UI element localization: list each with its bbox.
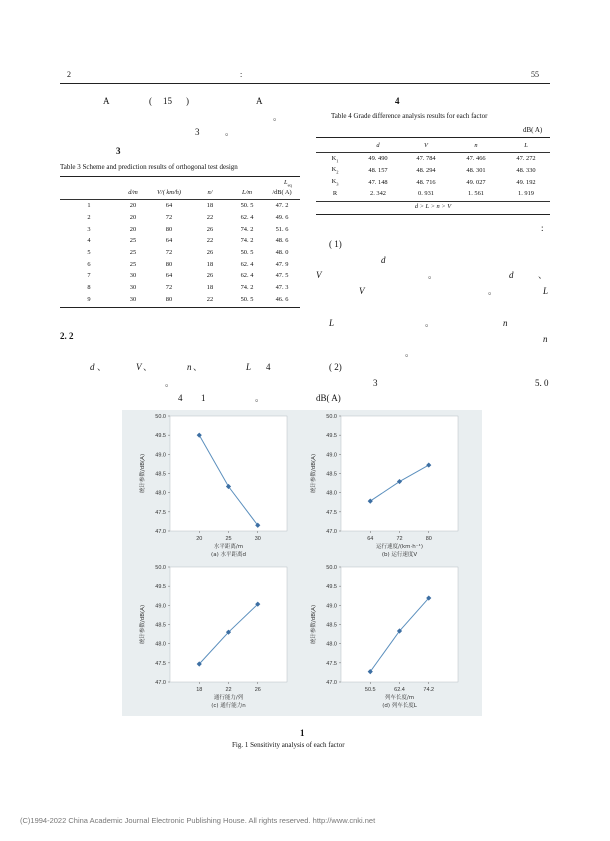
table3-cell: 50. 5 — [240, 295, 254, 303]
subfigure-caption: (c) 通行能力n — [211, 703, 246, 709]
table3-row — [60, 200, 300, 212]
y-tick-label: 49.0 — [155, 452, 166, 459]
table3-cell: 50. 5 — [240, 202, 254, 210]
y-tick-label: 48.5 — [326, 471, 337, 478]
table4-row — [316, 188, 550, 200]
y-tick-label: 48.0 — [326, 641, 337, 648]
plot-area — [341, 567, 458, 682]
plot-area — [170, 416, 287, 531]
rt-p2-num: 3 — [373, 378, 378, 388]
s22-l: L — [246, 362, 252, 372]
x-tick-label: 64 — [367, 536, 374, 542]
subfigure-caption: (b) 运行速度V — [381, 552, 418, 558]
table4-bottom-rule — [316, 214, 550, 215]
table4-cell: R — [332, 190, 338, 198]
chart-c — [132, 563, 300, 713]
table3-row — [60, 270, 300, 282]
table3-caption: Table 3 Scheme and prediction results of orthogonal test design — [60, 163, 238, 171]
table3-header-cell: n/ — [207, 189, 213, 197]
y-tick-label: 49.5 — [155, 584, 166, 591]
table3-cell: 8 — [87, 284, 91, 292]
table3-cell: 62. 4 — [240, 260, 254, 268]
y-tick-label: 49.0 — [155, 603, 166, 610]
table3-cell: 47. 2 — [275, 202, 289, 210]
table4-cell: 48. 330 — [516, 167, 536, 175]
s22-line3-num2: 1 — [201, 393, 206, 403]
table4-cell: 48. 157 — [368, 167, 388, 175]
rt-p2-unit: dB( A) — [316, 393, 341, 403]
table3-row — [60, 294, 300, 306]
rt-p1-end3: 。 — [425, 318, 435, 328]
y-axis-label: 统计参数/dB(A) — [140, 453, 146, 494]
table4-caption: Table 4 Grade difference analysis results for each factor — [331, 112, 488, 120]
section-2-2-heading: 2. 2 — [60, 331, 74, 341]
chart-svg — [303, 412, 471, 562]
table3-cell: 4 — [87, 237, 91, 245]
table3-cell: 80 — [165, 225, 173, 233]
rt-p1-end2: 。 — [488, 286, 498, 296]
rt-colon: : — [541, 223, 544, 233]
table3-cell: 7 — [87, 272, 91, 280]
left-line1-c: 15 — [163, 96, 172, 106]
table3-cell: 47. 3 — [275, 284, 289, 292]
y-tick-label: 47.0 — [326, 680, 337, 686]
subfigure-caption: (d) 列车长度L — [382, 703, 417, 709]
x-tick-label: 30 — [254, 536, 261, 542]
table4-order: d > L > n > V — [414, 203, 452, 210]
x-tick-label: 50.5 — [364, 687, 376, 693]
table4-cell: 2. 342 — [370, 190, 386, 198]
table4-cell: 0. 931 — [418, 190, 434, 198]
header-rule — [60, 83, 550, 84]
table3 — [60, 187, 300, 199]
table3-cell: 25 — [129, 249, 137, 257]
x-axis-label: 水平距离/m — [213, 544, 244, 550]
table3-cell: 72 — [165, 214, 173, 222]
table3-cell: 64 — [165, 202, 173, 210]
table3-cell: 49. 6 — [275, 214, 289, 222]
y-axis-label: 统计参数/dB(A) — [311, 453, 317, 494]
s22-line3-num1: 4 — [178, 393, 183, 403]
table3-cell: 47. 5 — [275, 272, 289, 280]
y-tick-label: 49.5 — [326, 433, 337, 440]
rt-p2-label: ( 2) — [329, 362, 342, 372]
left-line1-b: ( — [149, 96, 152, 106]
y-tick-label: 48.0 — [326, 490, 337, 497]
table3-cell: 22 — [206, 214, 214, 222]
table4-cell: $K_2$ — [331, 166, 339, 175]
table4-header-cell: L — [524, 142, 528, 150]
left-line2-end: 。 — [273, 112, 283, 122]
table3-cell: 48. 0 — [275, 249, 289, 257]
table4-cell: $K_1$ — [331, 154, 339, 163]
rt-p1-l2: L — [329, 318, 335, 328]
s22-sep1: 、 — [97, 362, 107, 372]
rt-p1-n2: n — [543, 334, 548, 344]
s22-sep3: 、 — [193, 362, 203, 372]
table4-cell: 48. 301 — [466, 167, 486, 175]
chart-a — [132, 412, 300, 562]
table4-header — [316, 140, 550, 152]
left-line3-num: 3 — [195, 127, 200, 137]
figure-1-caption: Fig. 1 Sensitivity analysis of each factor — [232, 741, 345, 749]
table4-cell: 48. 294 — [416, 167, 436, 175]
rt-p1-v1: V — [316, 270, 322, 280]
table3-cell: 3 — [87, 225, 91, 233]
table3-cell: 26 — [206, 272, 214, 280]
table3-header-cell: d/m — [128, 189, 138, 197]
table4-unit: dB( A) — [523, 126, 543, 134]
table3-cell: 5 — [87, 249, 91, 257]
table3-cell: 25 — [129, 260, 137, 268]
table4-header-cell: d — [376, 142, 380, 150]
s22-sep2: 、 — [143, 362, 153, 372]
table3-cell: 20 — [129, 202, 137, 210]
s22-line3-end: 。 — [255, 393, 265, 403]
rt-p1-d2: d — [509, 270, 514, 280]
table3-cell: 26 — [206, 249, 214, 257]
s22-num: 4 — [266, 362, 271, 372]
s22-line2-end: 。 — [165, 378, 175, 388]
table3-cell: 64 — [165, 237, 173, 245]
chart-b — [303, 412, 471, 562]
y-tick-label: 48.0 — [155, 641, 166, 648]
table4-cell: 48. 716 — [416, 178, 436, 186]
table3-top-rule — [60, 176, 300, 177]
chart-d — [303, 563, 471, 713]
s22-n: n — [187, 362, 192, 372]
table3-cell: 62. 4 — [240, 214, 254, 222]
table3-cell: 80 — [165, 260, 173, 268]
table3-cell: 6 — [87, 260, 91, 268]
left-line1-e: A — [256, 96, 263, 106]
page-number-right: 55 — [531, 70, 539, 79]
rt-p1-sep: 、 — [538, 270, 548, 280]
y-tick-label: 50.0 — [326, 565, 337, 571]
table3-header-cell: /dB( A) — [272, 189, 292, 197]
table3-body — [60, 200, 300, 305]
s22-d: d — [90, 362, 95, 372]
x-tick-label: 62.4 — [394, 687, 405, 693]
table4-header-cell — [316, 140, 354, 152]
chart-svg — [132, 412, 300, 562]
table3-cell: 74. 2 — [240, 284, 254, 292]
table3-cell: 72 — [165, 284, 173, 292]
table3-cell: 25 — [129, 237, 137, 245]
table3-cell: 74. 2 — [240, 237, 254, 245]
chart-svg — [132, 563, 300, 713]
table3-cell: 62. 4 — [240, 272, 254, 280]
left-line1-a: A — [103, 96, 110, 106]
table3-cell: 20 — [129, 225, 137, 233]
table3-cell: 46. 6 — [275, 295, 289, 303]
table3-cell: 22 — [206, 237, 214, 245]
x-axis-label: 列车长度/m — [384, 695, 415, 701]
left-line3-end: 。 — [225, 127, 235, 137]
y-tick-label: 49.5 — [326, 584, 337, 591]
chart-svg — [303, 563, 471, 713]
table3-cell: 74. 2 — [240, 225, 254, 233]
x-tick-label: 26 — [254, 687, 261, 693]
table4-cell: 47. 784 — [416, 155, 436, 163]
table3-cell: 80 — [165, 295, 173, 303]
table4-cell: 49. 192 — [516, 178, 536, 186]
s22-v: V — [136, 362, 142, 372]
x-tick-label: 18 — [196, 687, 203, 693]
subfigure-caption: (a) 水平距离d — [211, 552, 246, 558]
table4-cell: $K_3$ — [331, 178, 339, 187]
table3-cell: 22 — [206, 295, 214, 303]
table4-cell: 1. 561 — [468, 190, 484, 198]
table4-header-row — [316, 140, 550, 152]
y-tick-label: 47.5 — [326, 509, 337, 516]
table3-row — [60, 212, 300, 224]
table3-cell: 18 — [206, 260, 214, 268]
y-tick-label: 47.5 — [326, 660, 337, 667]
table3-leq-label: $L_{eq}$ — [284, 179, 292, 188]
table3-number: 3 — [116, 146, 121, 156]
y-tick-label: 47.0 — [326, 529, 337, 535]
rt-p1-v2: V — [359, 286, 365, 296]
y-tick-label: 48.5 — [155, 622, 166, 629]
y-tick-label: 48.0 — [155, 490, 166, 497]
rt-p1-end4: 。 — [405, 348, 415, 358]
table3-cell: 30 — [129, 272, 137, 280]
y-tick-label: 50.0 — [155, 414, 166, 420]
table3-cell: 18 — [206, 202, 214, 210]
x-tick-label: 22 — [225, 687, 232, 693]
y-axis-label: 统计参数/dB(A) — [311, 604, 317, 645]
table3-header-cell: L/m — [242, 189, 252, 197]
table4-cell: 49. 490 — [368, 155, 388, 163]
table3-row — [60, 223, 300, 235]
table3-row — [60, 247, 300, 259]
table3-cell: 51. 6 — [275, 225, 289, 233]
y-tick-label: 49.5 — [155, 433, 166, 440]
table3-cell: 2 — [87, 214, 91, 222]
copyright-footer: (C)1994-2022 China Academic Journal Electronic Publishing House. All rights reserved. http://www.cnki.net — [20, 816, 376, 825]
rt-p1-d: d — [381, 255, 386, 265]
x-tick-label: 20 — [196, 536, 203, 542]
rt-p1-label: ( 1) — [329, 239, 342, 249]
y-tick-label: 47.0 — [155, 529, 166, 535]
y-tick-label: 47.0 — [155, 680, 166, 686]
table3-cell: 48. 6 — [275, 237, 289, 245]
table3-cell: 26 — [206, 225, 214, 233]
table3-bottom-rule — [60, 307, 300, 308]
table3-header-row — [60, 187, 300, 199]
table3-cell: 30 — [129, 284, 137, 292]
plot-area — [341, 416, 458, 531]
table4-row — [316, 165, 550, 177]
table3-row — [60, 282, 300, 294]
x-tick-label: 80 — [425, 536, 432, 542]
y-tick-label: 49.0 — [326, 603, 337, 610]
table4-cell: 1. 919 — [518, 190, 534, 198]
plot-area — [170, 567, 287, 682]
table4-row — [316, 176, 550, 188]
x-tick-label: 25 — [225, 536, 232, 542]
table3-cell: 47. 9 — [275, 260, 289, 268]
table4-order-rule — [316, 201, 550, 202]
table4-cell: 47. 466 — [466, 155, 486, 163]
header-colon: : — [240, 70, 243, 79]
y-tick-label: 50.0 — [155, 565, 166, 571]
table3-cell: 1 — [87, 202, 91, 210]
x-tick-label: 72 — [396, 536, 403, 542]
table3-row — [60, 235, 300, 247]
table4-row — [316, 153, 550, 165]
table3-header-cell: V/( km/h) — [157, 189, 181, 197]
rt-p1-end1: 。 — [428, 270, 438, 280]
y-tick-label: 50.0 — [326, 414, 337, 420]
rt-p1-n1: n — [503, 318, 508, 328]
rt-p1-l1: L — [543, 286, 549, 296]
table4-cell: 47. 148 — [368, 178, 388, 186]
x-axis-label: 通行能力/列 — [213, 695, 244, 701]
y-tick-label: 48.5 — [155, 471, 166, 478]
table3-cell: 18 — [206, 284, 214, 292]
table3-cell: 20 — [129, 214, 137, 222]
x-axis-label: 运行速度/(km·h⁻¹) — [375, 544, 424, 550]
table3-cell: 9 — [87, 295, 91, 303]
table4-body — [316, 153, 550, 200]
y-tick-label: 49.0 — [326, 452, 337, 459]
page-number-left: 2 — [67, 70, 71, 79]
table4-top-rule — [316, 137, 550, 138]
table3-header-cell — [60, 187, 118, 199]
table4-header-cell: V — [424, 142, 428, 150]
table3-cell: 30 — [129, 295, 137, 303]
y-axis-label: 统计参数/dB(A) — [140, 604, 146, 645]
rt-p2-val: 5. 0 — [535, 378, 549, 388]
table4-cell: 49. 027 — [466, 178, 486, 186]
table3-cell: 72 — [165, 249, 173, 257]
y-tick-label: 47.5 — [155, 660, 166, 667]
figure-1-number: 1 — [300, 728, 305, 738]
table4-cell: 47. 272 — [516, 155, 536, 163]
table3-cell: 64 — [165, 272, 173, 280]
y-tick-label: 48.5 — [326, 622, 337, 629]
table4-number: 4 — [395, 96, 400, 106]
table3-cell: 50. 5 — [240, 249, 254, 257]
y-tick-label: 47.5 — [155, 509, 166, 516]
table4-header-cell: n — [474, 142, 478, 150]
x-tick-label: 74.2 — [423, 687, 435, 693]
left-line1-d: ) — [186, 96, 189, 106]
table3-row — [60, 258, 300, 270]
